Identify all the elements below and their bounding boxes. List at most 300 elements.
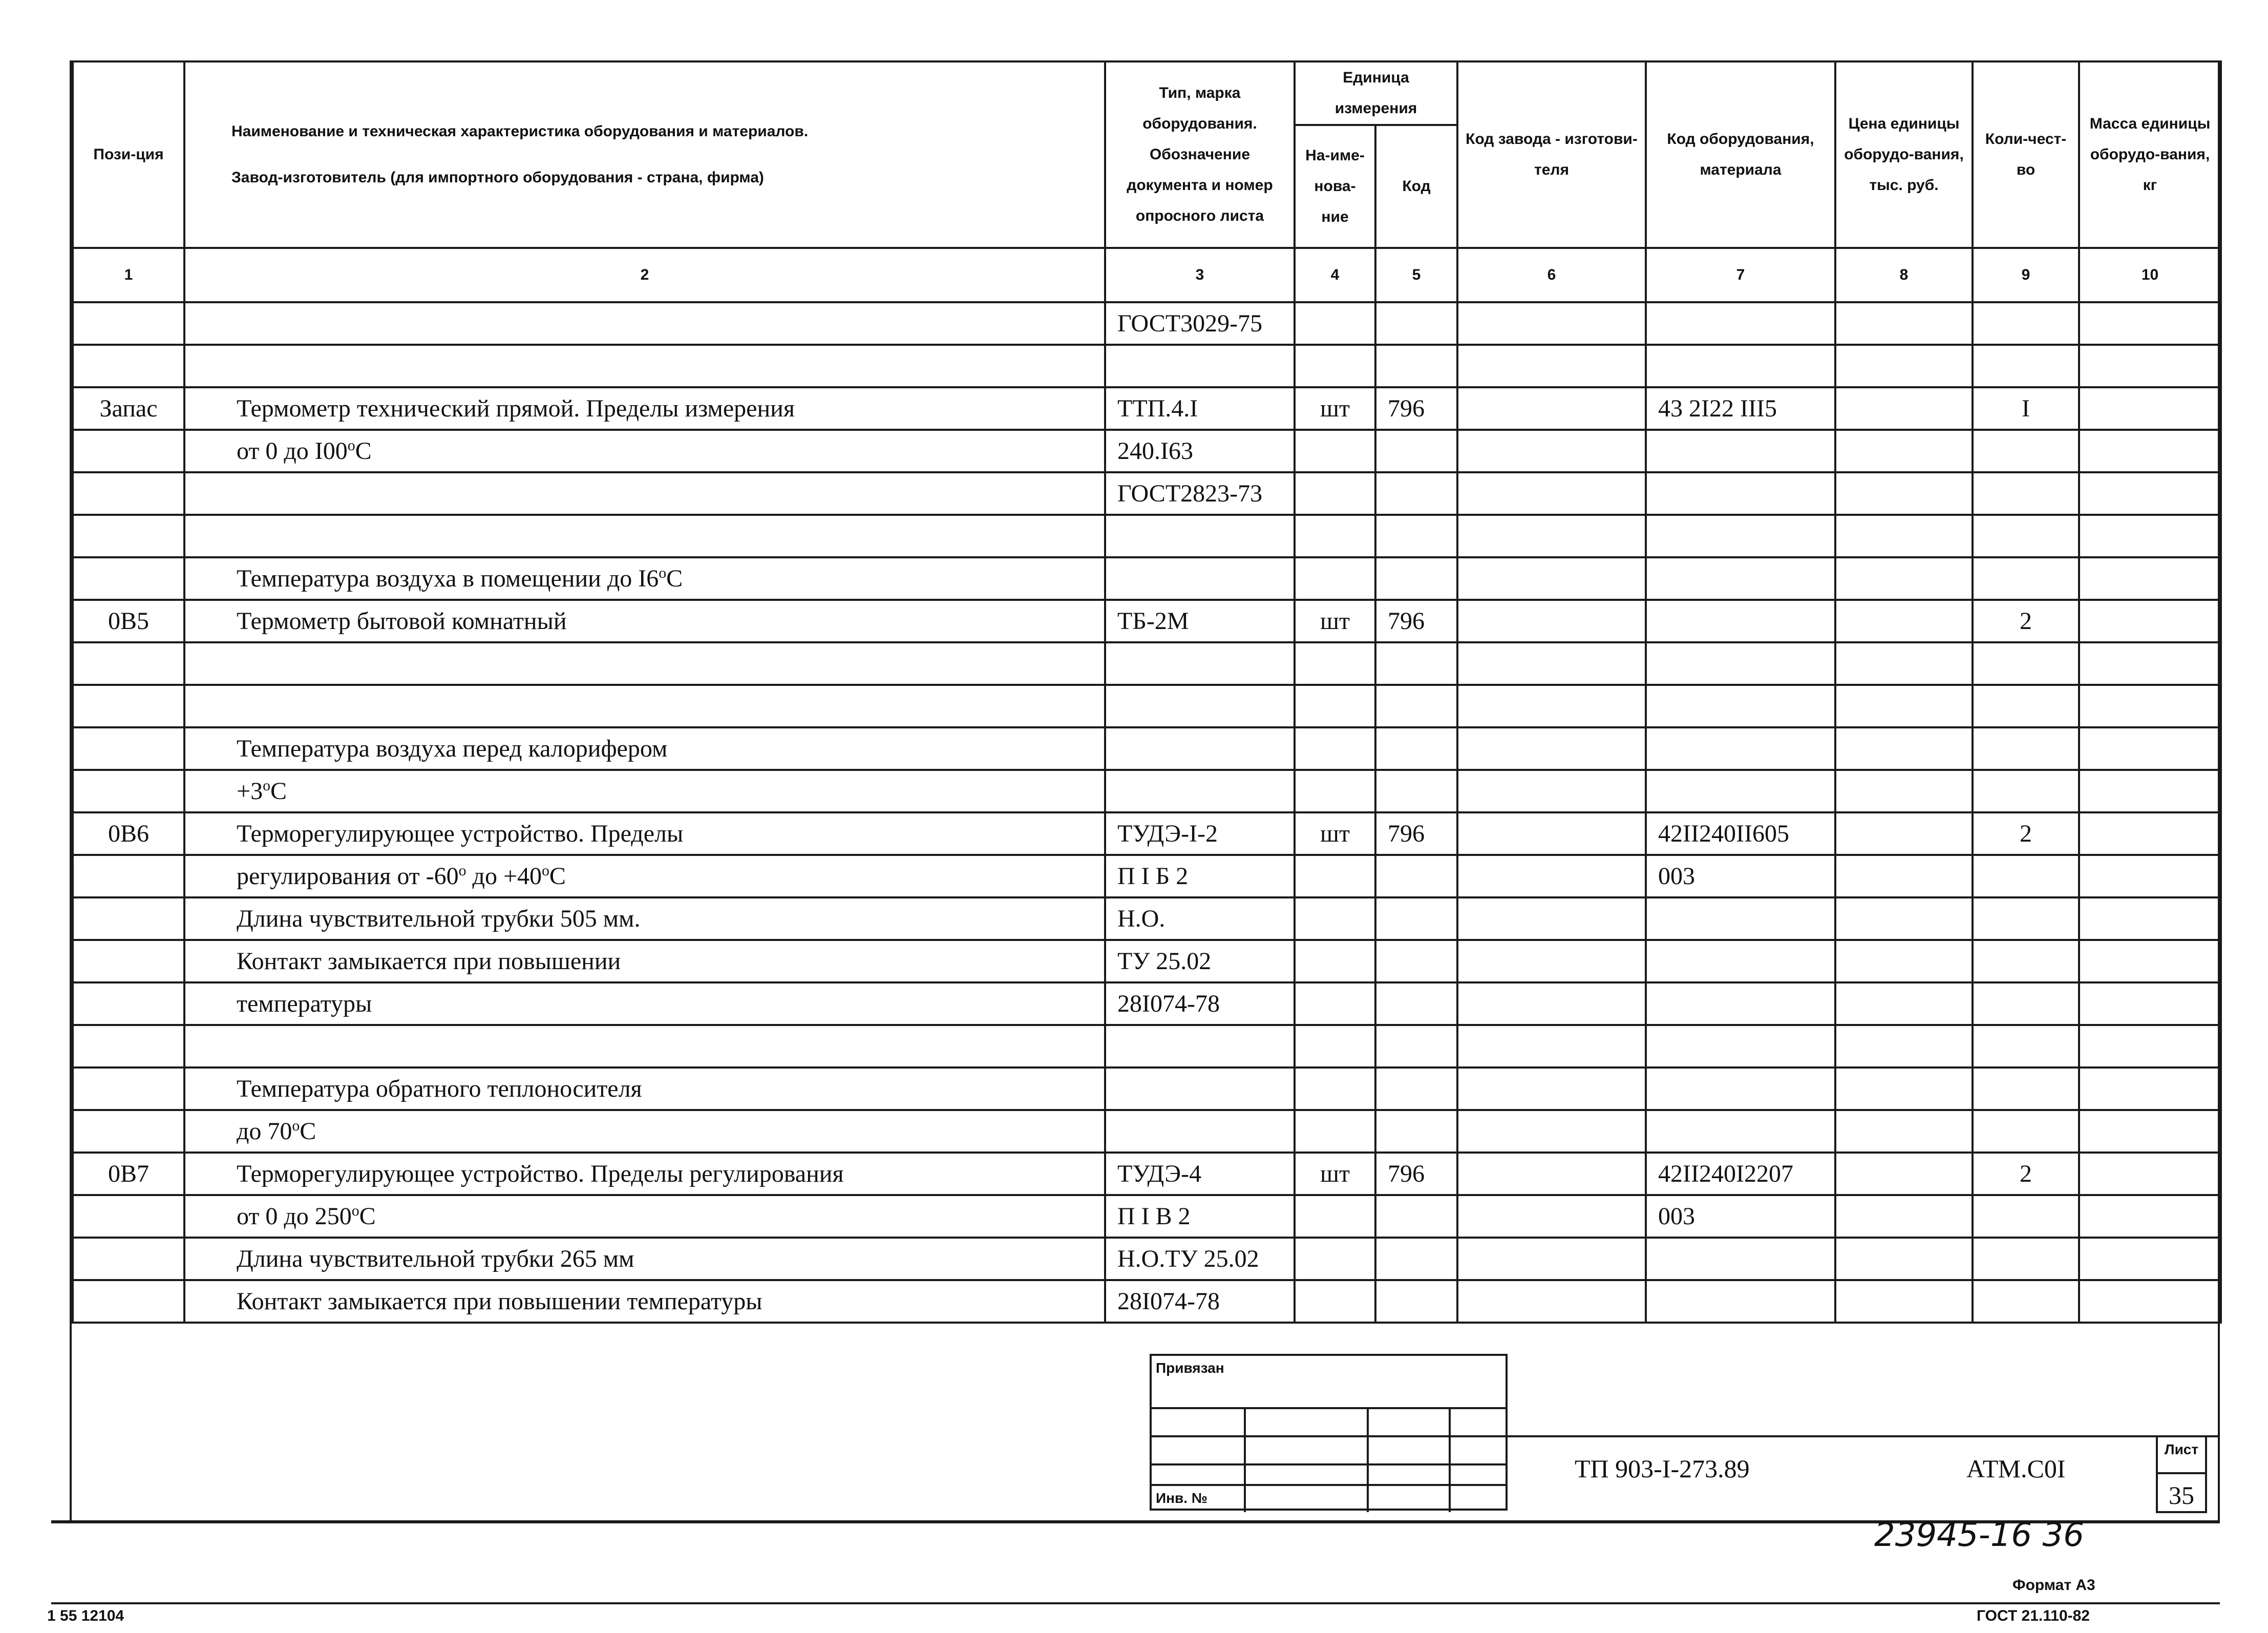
- mass-cell: [2079, 1280, 2221, 1323]
- quantity-cell: 2: [1973, 812, 2079, 855]
- mass-cell: [2079, 1025, 2221, 1067]
- equipment-code-cell: [1646, 727, 1835, 770]
- position-cell: [73, 940, 184, 982]
- mass-cell: [2079, 515, 2221, 557]
- equipment-code-cell: [1646, 642, 1835, 685]
- unit-code-cell: [1375, 685, 1457, 727]
- unit-code-cell: [1375, 727, 1457, 770]
- type-cell: 28I074-78: [1105, 1280, 1295, 1323]
- quantity-cell: [1973, 1280, 2079, 1323]
- name-cell: регулирования от -60$^o$ до $+40^oC$: [184, 855, 1105, 897]
- position-cell: [73, 557, 184, 600]
- equipment-code-cell: 43 2I22 III5: [1646, 387, 1835, 430]
- degree-mark: o: [347, 437, 355, 454]
- name-cell: Температура обратного теплоносителя: [184, 1067, 1105, 1110]
- mass-cell: [2079, 642, 2221, 685]
- mass-cell: [2079, 1067, 2221, 1110]
- equipment-code-cell: [1646, 770, 1835, 812]
- name-cell: Длина чувствительной трубки 505 мм.: [184, 897, 1105, 940]
- name-cell: Контакт замыкается при повышении: [184, 940, 1105, 982]
- type-cell: П I Б 2: [1105, 855, 1295, 897]
- mass-cell: [2079, 685, 2221, 727]
- equipment-code-cell: [1646, 430, 1835, 472]
- equipment-code-cell: [1646, 302, 1835, 345]
- type-cell: [1105, 515, 1295, 557]
- price-cell: [1835, 430, 1973, 472]
- name-cell: Контакт замыкается при повышении температуры: [184, 1280, 1105, 1323]
- header-unit-name: На-име-нова-ние: [1295, 125, 1375, 248]
- unit-code-cell: [1375, 515, 1457, 557]
- factory-code-cell: [1457, 1153, 1646, 1195]
- degree-mark: o: [351, 1202, 359, 1219]
- name-cell: [184, 302, 1105, 345]
- quantity-cell: [1973, 302, 2079, 345]
- unit-name-cell: [1295, 1195, 1375, 1238]
- price-cell: [1835, 387, 1973, 430]
- header-name: [184, 61, 1105, 248]
- position-cell: [73, 727, 184, 770]
- factory-code-cell: [1457, 812, 1646, 855]
- sheet-box: [2156, 1435, 2207, 1513]
- mass-cell: [2079, 812, 2221, 855]
- position-cell: [73, 685, 184, 727]
- name-cell: Длина чувствительной трубки 265 мм: [184, 1238, 1105, 1280]
- name-cell: Терморегулирующее устройство. Пределы: [184, 812, 1105, 855]
- factory-code-cell: [1457, 642, 1646, 685]
- stamp-rule: [1449, 1407, 1451, 1512]
- linked-stamp: [1150, 1354, 1508, 1511]
- frame-right-line: [2218, 60, 2220, 1523]
- mass-cell: [2079, 1238, 2221, 1280]
- table-row: [73, 1067, 2221, 1110]
- format-label: Формат А3: [2012, 1577, 2095, 1594]
- table-row: [73, 812, 2221, 855]
- position-cell: [73, 1067, 184, 1110]
- title-block-divider: [1508, 1435, 2220, 1437]
- type-cell: П I В 2: [1105, 1195, 1295, 1238]
- quantity-cell: [1973, 515, 2079, 557]
- unit-name-cell: [1295, 940, 1375, 982]
- footer-line: [51, 1602, 2220, 1604]
- stamp-rule: [1152, 1484, 1506, 1486]
- header-equipment-code: Код оборудования, материала: [1646, 61, 1835, 248]
- unit-code-cell: [1375, 1238, 1457, 1280]
- price-cell: [1835, 855, 1973, 897]
- type-cell: ТУДЭ-I-2: [1105, 812, 1295, 855]
- mass-cell: [2079, 345, 2221, 387]
- position-cell: 0В7: [73, 1153, 184, 1195]
- mass-cell: [2079, 600, 2221, 642]
- type-cell: 28I074-78: [1105, 982, 1295, 1025]
- header-name-line2: Завод-изготовитель (для импортного оборудования - страна, фирма): [231, 169, 764, 186]
- quantity-cell: [1973, 897, 2079, 940]
- gost-label: ГОСТ 21.110-82: [1977, 1607, 2090, 1624]
- unit-code-cell: [1375, 770, 1457, 812]
- table-row: [73, 770, 2221, 812]
- column-number: 2: [184, 248, 1105, 302]
- unit-name-cell: [1295, 1025, 1375, 1067]
- price-cell: [1835, 1067, 1973, 1110]
- unit-code-cell: [1375, 897, 1457, 940]
- table-row: [73, 642, 2221, 685]
- stamp-rule: [1152, 1435, 1506, 1437]
- degree-mark: o: [659, 564, 667, 581]
- name-cell: от 0 до I00$^o$C: [184, 430, 1105, 472]
- unit-code-cell: [1375, 1280, 1457, 1323]
- type-cell: 240.I63: [1105, 430, 1295, 472]
- factory-code-cell: [1457, 1195, 1646, 1238]
- unit-name-cell: [1295, 430, 1375, 472]
- quantity-cell: [1973, 1067, 2079, 1110]
- name-cell: [184, 1025, 1105, 1067]
- column-number: 10: [2079, 248, 2221, 302]
- name-cell: Температура воздуха перед калорифером: [184, 727, 1105, 770]
- price-cell: [1835, 1280, 1973, 1323]
- mass-cell: [2079, 1110, 2221, 1153]
- quantity-cell: [1973, 770, 2079, 812]
- equipment-code-cell: [1646, 1067, 1835, 1110]
- unit-name-cell: шт: [1295, 812, 1375, 855]
- name-cell: [184, 472, 1105, 515]
- unit-name-cell: [1295, 302, 1375, 345]
- mass-cell: [2079, 770, 2221, 812]
- column-number: 6: [1457, 248, 1646, 302]
- unit-name-cell: шт: [1295, 600, 1375, 642]
- factory-code-cell: [1457, 1110, 1646, 1153]
- name-cell: [184, 515, 1105, 557]
- factory-code-cell: [1457, 600, 1646, 642]
- quantity-cell: 2: [1973, 1153, 2079, 1195]
- mass-cell: [2079, 1195, 2221, 1238]
- equipment-code-cell: [1646, 940, 1835, 982]
- quantity-cell: [1973, 557, 2079, 600]
- inventory-label: Инв. №: [1156, 1490, 1208, 1506]
- name-cell: температуры: [184, 982, 1105, 1025]
- degree-mark: o: [263, 777, 270, 794]
- table-row: [73, 1025, 2221, 1067]
- name-cell: до 70$^o$C: [184, 1110, 1105, 1153]
- header-mass: Масса единицы оборудо-вания, кг: [2079, 61, 2221, 248]
- factory-code-cell: [1457, 515, 1646, 557]
- type-cell: ТУДЭ-4: [1105, 1153, 1295, 1195]
- table-row: [73, 600, 2221, 642]
- factory-code-cell: [1457, 940, 1646, 982]
- frame-left-line: [70, 60, 72, 1523]
- type-cell: [1105, 642, 1295, 685]
- price-cell: [1835, 897, 1973, 940]
- quantity-cell: [1973, 472, 2079, 515]
- quantity-cell: [1973, 685, 2079, 727]
- name-cell: Термометр бытовой комнатный: [184, 600, 1105, 642]
- position-cell: [73, 302, 184, 345]
- degree-mark: o: [292, 1117, 300, 1134]
- price-cell: [1835, 557, 1973, 600]
- quantity-cell: [1973, 855, 2079, 897]
- table-row: [73, 515, 2221, 557]
- equipment-code-cell: [1646, 1110, 1835, 1153]
- position-cell: [73, 770, 184, 812]
- type-cell: Н.О.ТУ 25.02: [1105, 1238, 1295, 1280]
- type-cell: ГОСТ3029-75: [1105, 302, 1295, 345]
- stamp-rule: [1367, 1407, 1369, 1512]
- type-cell: [1105, 1110, 1295, 1153]
- equipment-code-cell: [1646, 600, 1835, 642]
- column-number: 1: [73, 248, 184, 302]
- type-cell: [1105, 1067, 1295, 1110]
- position-cell: [73, 855, 184, 897]
- quantity-cell: [1973, 727, 2079, 770]
- type-cell: [1105, 557, 1295, 600]
- position-cell: [73, 430, 184, 472]
- quantity-cell: [1973, 1110, 2079, 1153]
- price-cell: [1835, 515, 1973, 557]
- name-cell: Терморегулирующее устройство. Пределы регулирования: [184, 1153, 1105, 1195]
- price-cell: [1835, 472, 1973, 515]
- name-cell: [184, 642, 1105, 685]
- position-cell: [73, 345, 184, 387]
- type-cell: ТТП.4.I: [1105, 387, 1295, 430]
- table-row: [73, 1110, 2221, 1153]
- quantity-cell: [1973, 1238, 2079, 1280]
- equipment-code-cell: [1646, 685, 1835, 727]
- sheet-label: Лист: [2164, 1441, 2199, 1457]
- mass-cell: [2079, 302, 2221, 345]
- equipment-code-cell: [1646, 1238, 1835, 1280]
- unit-code-cell: [1375, 940, 1457, 982]
- price-cell: [1835, 940, 1973, 982]
- unit-code-cell: 796: [1375, 812, 1457, 855]
- factory-code-cell: [1457, 855, 1646, 897]
- sheet-number: 35: [2158, 1472, 2205, 1510]
- factory-code-cell: [1457, 472, 1646, 515]
- table-row: [73, 727, 2221, 770]
- position-cell: [73, 1025, 184, 1067]
- handwritten-number: 23945-16 36: [1874, 1516, 2084, 1554]
- quantity-cell: 2: [1973, 600, 2079, 642]
- position-cell: [73, 1280, 184, 1323]
- equipment-code-cell: 003: [1646, 855, 1835, 897]
- mass-cell: [2079, 557, 2221, 600]
- unit-code-cell: [1375, 855, 1457, 897]
- linked-label: Привязан: [1156, 1360, 1224, 1376]
- type-cell: [1105, 770, 1295, 812]
- header-unit-code: Код: [1375, 125, 1457, 248]
- quantity-cell: [1973, 1195, 2079, 1238]
- unit-name-cell: [1295, 472, 1375, 515]
- price-cell: [1835, 642, 1973, 685]
- left-stamp-number: 1 55 12104: [47, 1607, 124, 1624]
- factory-code-cell: [1457, 727, 1646, 770]
- unit-name-cell: [1295, 855, 1375, 897]
- price-cell: [1835, 770, 1973, 812]
- column-number: 9: [1973, 248, 2079, 302]
- project-code: ТП 903-I-273.89: [1575, 1454, 1750, 1483]
- unit-code-cell: [1375, 345, 1457, 387]
- equipment-code-cell: [1646, 515, 1835, 557]
- table-row: [73, 855, 2221, 897]
- factory-code-cell: [1457, 897, 1646, 940]
- factory-code-cell: [1457, 1280, 1646, 1323]
- type-cell: [1105, 1025, 1295, 1067]
- table-row: [73, 685, 2221, 727]
- mass-cell: [2079, 940, 2221, 982]
- stamp-rule: [1152, 1463, 1506, 1465]
- specification-table: [72, 60, 2222, 1324]
- position-cell: 0В5: [73, 600, 184, 642]
- factory-code-cell: [1457, 430, 1646, 472]
- degree-mark: o: [542, 862, 549, 879]
- header-name-line1: Наименование и техническая характеристика оборудования и материалов.: [231, 123, 809, 140]
- header-quantity: Коли-чест-во: [1973, 61, 2079, 248]
- price-cell: [1835, 345, 1973, 387]
- degree-mark: o: [458, 862, 467, 879]
- unit-code-cell: 796: [1375, 1153, 1457, 1195]
- mass-cell: [2079, 855, 2221, 897]
- unit-code-cell: [1375, 1195, 1457, 1238]
- unit-code-cell: 796: [1375, 387, 1457, 430]
- quantity-cell: I: [1973, 387, 2079, 430]
- unit-code-cell: [1375, 302, 1457, 345]
- unit-code-cell: [1375, 472, 1457, 515]
- type-cell: ГОСТ2823-73: [1105, 472, 1295, 515]
- table-row: [73, 897, 2221, 940]
- header-type: Тип, марка оборудования. Обозначение документа и номер опросного листа: [1105, 61, 1295, 248]
- unit-name-cell: шт: [1295, 1153, 1375, 1195]
- name-cell: Температура воздуха в помещении до I6$^o$C: [184, 557, 1105, 600]
- table-row: [73, 302, 2221, 345]
- mass-cell: [2079, 472, 2221, 515]
- quantity-cell: [1973, 982, 2079, 1025]
- quantity-cell: [1973, 940, 2079, 982]
- column-number: 3: [1105, 248, 1295, 302]
- unit-name-cell: [1295, 515, 1375, 557]
- type-cell: ТБ-2М: [1105, 600, 1295, 642]
- column-number: 7: [1646, 248, 1835, 302]
- unit-name-cell: [1295, 770, 1375, 812]
- mass-cell: [2079, 430, 2221, 472]
- type-cell: ТУ 25.02: [1105, 940, 1295, 982]
- mass-cell: [2079, 982, 2221, 1025]
- position-cell: [73, 515, 184, 557]
- mass-cell: [2079, 387, 2221, 430]
- position-cell: Запас: [73, 387, 184, 430]
- factory-code-cell: [1457, 1067, 1646, 1110]
- factory-code-cell: [1457, 387, 1646, 430]
- position-cell: [73, 897, 184, 940]
- header-unit-group: Единица измерения: [1295, 61, 1457, 125]
- factory-code-cell: [1457, 1025, 1646, 1067]
- unit-code-cell: 796: [1375, 600, 1457, 642]
- factory-code-cell: [1457, 345, 1646, 387]
- unit-name-cell: [1295, 557, 1375, 600]
- position-cell: [73, 1195, 184, 1238]
- unit-code-cell: [1375, 982, 1457, 1025]
- position-cell: [73, 1238, 184, 1280]
- column-number: 4: [1295, 248, 1375, 302]
- quantity-cell: [1973, 1025, 2079, 1067]
- quantity-cell: [1973, 430, 2079, 472]
- name-cell: $+3^oC$: [184, 770, 1105, 812]
- unit-code-cell: [1375, 430, 1457, 472]
- position-cell: [73, 1110, 184, 1153]
- stamp-rule: [1244, 1407, 1246, 1512]
- name-cell: [184, 685, 1105, 727]
- stamp-rule: [1152, 1407, 1506, 1409]
- unit-name-cell: [1295, 982, 1375, 1025]
- unit-name-cell: [1295, 1238, 1375, 1280]
- price-cell: [1835, 982, 1973, 1025]
- column-number: 8: [1835, 248, 1973, 302]
- table-row: [73, 1280, 2221, 1323]
- equipment-code-cell: [1646, 345, 1835, 387]
- position-cell: [73, 472, 184, 515]
- type-cell: [1105, 727, 1295, 770]
- price-cell: [1835, 600, 1973, 642]
- equipment-code-cell: 003: [1646, 1195, 1835, 1238]
- price-cell: [1835, 1153, 1973, 1195]
- factory-code-cell: [1457, 982, 1646, 1025]
- type-cell: [1105, 685, 1295, 727]
- table-row: [73, 940, 2221, 982]
- unit-code-cell: [1375, 1110, 1457, 1153]
- equipment-code-cell: [1646, 557, 1835, 600]
- table-row: [73, 1195, 2221, 1238]
- equipment-code-cell: 42II240II605: [1646, 812, 1835, 855]
- equipment-code-cell: [1646, 1025, 1835, 1067]
- unit-name-cell: шт: [1295, 387, 1375, 430]
- document-code: АТМ.С0I: [1966, 1454, 2066, 1483]
- table-row: [73, 345, 2221, 387]
- position-cell: [73, 982, 184, 1025]
- price-cell: [1835, 1195, 1973, 1238]
- price-cell: [1835, 1110, 1973, 1153]
- equipment-code-cell: [1646, 982, 1835, 1025]
- unit-name-cell: [1295, 897, 1375, 940]
- unit-code-cell: [1375, 642, 1457, 685]
- header-factory-code: Код завода - изготови-теля: [1457, 61, 1646, 248]
- unit-name-cell: [1295, 1280, 1375, 1323]
- type-cell: [1105, 345, 1295, 387]
- quantity-cell: [1973, 642, 2079, 685]
- factory-code-cell: [1457, 557, 1646, 600]
- factory-code-cell: [1457, 1238, 1646, 1280]
- unit-code-cell: [1375, 1067, 1457, 1110]
- equipment-code-cell: [1646, 1280, 1835, 1323]
- table-row: [73, 982, 2221, 1025]
- price-cell: [1835, 727, 1973, 770]
- header-price: Цена единицы оборудо-вания, тыс. руб.: [1835, 61, 1973, 248]
- table-row: [73, 1238, 2221, 1280]
- name-cell: Термометр технический прямой. Пределы измерения: [184, 387, 1105, 430]
- factory-code-cell: [1457, 770, 1646, 812]
- table-row: [73, 557, 2221, 600]
- unit-name-cell: [1295, 1067, 1375, 1110]
- price-cell: [1835, 685, 1973, 727]
- equipment-code-cell: 42II240I2207: [1646, 1153, 1835, 1195]
- factory-code-cell: [1457, 685, 1646, 727]
- mass-cell: [2079, 727, 2221, 770]
- price-cell: [1835, 1238, 1973, 1280]
- column-number-row: [73, 248, 2221, 302]
- type-cell: Н.О.: [1105, 897, 1295, 940]
- position-cell: 0В6: [73, 812, 184, 855]
- unit-name-cell: [1295, 685, 1375, 727]
- equipment-code-cell: [1646, 472, 1835, 515]
- unit-name-cell: [1295, 1110, 1375, 1153]
- price-cell: [1835, 302, 1973, 345]
- column-number: 5: [1375, 248, 1457, 302]
- unit-name-cell: [1295, 727, 1375, 770]
